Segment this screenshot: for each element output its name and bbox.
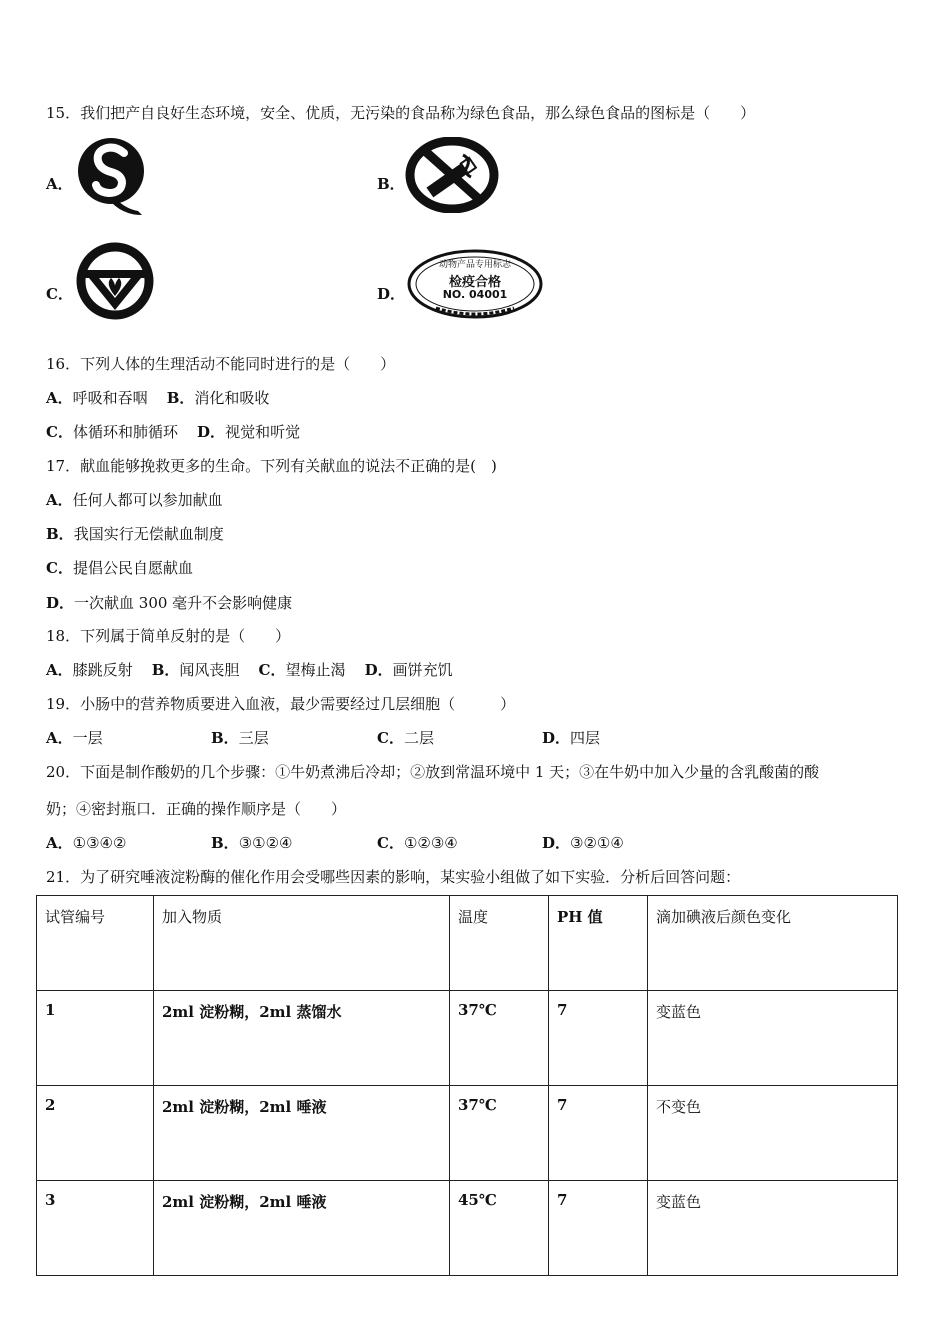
- table-cell: 2ml 淀粉糊，2ml 唾液: [154, 1086, 450, 1181]
- q20-stem-line1: 20．下面是制作酸奶的几个步骤：①牛奶煮沸后冷却；②放到常温环境中 1 天；③在牛奶中加入少量的含乳酸菌的酸: [46, 763, 820, 781]
- q20-option-a: [46, 832, 126, 853]
- table-header-row: [37, 896, 898, 991]
- table-cell: 37℃: [450, 991, 549, 1086]
- quality-s-logo-icon: [76, 133, 148, 215]
- q17-option-a-text: 任何人都可以参加献血: [72, 491, 223, 509]
- q18-option-a-label: A．: [46, 661, 73, 679]
- table-cell: 45℃: [450, 1181, 549, 1276]
- q17-option-d-label: D．: [46, 594, 75, 612]
- table-cell: 1: [37, 991, 154, 1086]
- no-smoking-icon: [405, 137, 499, 213]
- q19-option-d-label: D．: [542, 729, 571, 747]
- q15-option-d-label: D．: [377, 285, 406, 303]
- q16-option-c-label: C．: [46, 423, 73, 441]
- q18-option-c-label: C．: [258, 661, 286, 679]
- table-cell: 变蓝色: [648, 1181, 898, 1276]
- q16-option-c-text: 体循环和肺循环: [72, 423, 178, 441]
- q15-option-b-label: B．: [377, 175, 405, 193]
- experiment-table: [36, 895, 898, 1276]
- table-header-cell: 试管编号: [37, 896, 154, 991]
- q16-option-d-label: D．: [197, 423, 226, 441]
- q17-option-b-text: 我国实行无偿献血制度: [73, 525, 224, 543]
- q16-stem: 16．下列人体的生理活动不能同时进行的是（ ）: [46, 355, 396, 373]
- table-header-cell: 温度: [450, 896, 549, 991]
- table-cell: 变蓝色: [648, 991, 898, 1086]
- q18-option-d-text: 画饼充饥: [392, 661, 453, 679]
- q20-option-b-text: ③①②④: [238, 834, 293, 852]
- q17-option-c-text: 提倡公民自愿献血: [72, 559, 193, 577]
- table-cell: 7: [549, 1086, 648, 1181]
- q19-option-a-label: A．: [46, 729, 73, 747]
- q16-options-line1: [46, 387, 269, 408]
- q19-stem: 19．小肠中的营养物质要进入血液，最少需要经过几层细胞（ ）: [46, 695, 516, 713]
- q16-option-a-text: 呼吸和吞咽: [72, 389, 148, 407]
- q16-option-a-label: A．: [46, 389, 73, 407]
- table-cell: 2ml 淀粉糊，2ml 唾液: [154, 1181, 450, 1276]
- q17-option-d-text: 一次献血 300 毫升不会影响健康: [74, 594, 293, 612]
- q16-options-line2: [46, 421, 300, 442]
- q20-option-d: [542, 832, 624, 853]
- q20-option-c-text: ①②③④: [403, 834, 458, 852]
- q19-option-b-text: 三层: [238, 729, 269, 747]
- q18-option-b-label: B．: [151, 661, 180, 679]
- q16-option-b-text: 消化和吸收: [194, 389, 270, 407]
- table-cell: 2ml 淀粉糊，2ml 蒸馏水: [154, 991, 450, 1086]
- q17-option-a-label: A．: [46, 491, 73, 509]
- q17-option-a: [46, 489, 223, 510]
- q19-option-b: [211, 727, 269, 748]
- q16-option-b-label: B．: [166, 389, 195, 407]
- q21-stem: 21．为了研究唾液淀粉酶的催化作用会受哪些因素的影响，某实验小组做了如下实验．分析后回答问题：: [46, 868, 741, 886]
- q19-option-c: [377, 727, 434, 748]
- q17-option-c-label: C．: [46, 559, 73, 577]
- q17-option-c: [46, 557, 193, 578]
- table-cell: 7: [549, 1181, 648, 1276]
- q15-stem: 15．我们把产自良好生态环境，安全、优质，无污染的食品称为绿色食品，那么绿色食品的图标是（ ）: [46, 104, 756, 122]
- q18-options: [46, 659, 453, 680]
- table-row: [37, 991, 898, 1086]
- q17-option-b-label: B．: [46, 525, 74, 543]
- q18-option-c-text: 望梅止渴: [285, 661, 346, 679]
- table-row: [37, 1086, 898, 1181]
- table-cell: 3: [37, 1181, 154, 1276]
- q18-option-d-label: D．: [364, 661, 393, 679]
- table-cell: 37℃: [450, 1086, 549, 1181]
- q15-option-c-label: C．: [46, 285, 73, 303]
- q20-option-d-text: ③②①④: [570, 834, 624, 852]
- q19-option-c-text: 二层: [403, 729, 434, 747]
- q19-option-d: [542, 727, 600, 748]
- inspection-stamp-icon: [406, 248, 544, 320]
- q19-option-b-label: B．: [211, 729, 239, 747]
- q18-stem: 18．下列属于简单反射的是（ ）: [46, 627, 291, 645]
- stamp-number-text: NO. 04001: [442, 288, 508, 301]
- q17-option-b: [46, 523, 224, 544]
- q16-option-d-text: 视觉和听觉: [225, 423, 301, 441]
- q20-option-c-label: C．: [377, 834, 404, 852]
- q20-option-b: [211, 832, 292, 853]
- q19-option-a-text: 一层: [72, 729, 103, 747]
- q15-option-a-label: A．: [46, 175, 73, 193]
- q20-option-b-label: B．: [211, 834, 239, 852]
- q19-option-d-text: 四层: [570, 729, 601, 747]
- q20-option-c: [377, 832, 458, 853]
- stamp-top-text: 动物产品专用标志: [438, 260, 511, 270]
- table-header-cell: PH 值: [549, 896, 648, 991]
- stamp-middle-text: 检疫合格: [448, 275, 501, 290]
- q18-option-b-text: 闻风丧胆: [179, 661, 240, 679]
- table-header-cell: 滴加碘液后颜色变化: [648, 896, 898, 991]
- q18-option-a-text: 膝跳反射: [72, 661, 133, 679]
- q19-option-c-label: C．: [377, 729, 404, 747]
- q17-option-d: [46, 592, 292, 613]
- q17-stem: 17．献血能够挽救更多的生命。下列有关献血的说法不正确的是( ): [46, 457, 497, 475]
- table-cell: 不变色: [648, 1086, 898, 1181]
- q20-option-a-text: ①③④②: [72, 834, 127, 852]
- green-food-logo-icon: [75, 240, 155, 322]
- table-header-cell: 加入物质: [154, 896, 450, 991]
- q20-option-d-label: D．: [542, 834, 571, 852]
- table-cell: 2: [37, 1086, 154, 1181]
- table-cell: 7: [549, 991, 648, 1086]
- q19-option-a: [46, 727, 103, 748]
- q20-stem-line2: 奶；④密封瓶口．正确的操作顺序是（ ）: [46, 800, 347, 818]
- q20-option-a-label: A．: [46, 834, 73, 852]
- table-row: [37, 1181, 898, 1276]
